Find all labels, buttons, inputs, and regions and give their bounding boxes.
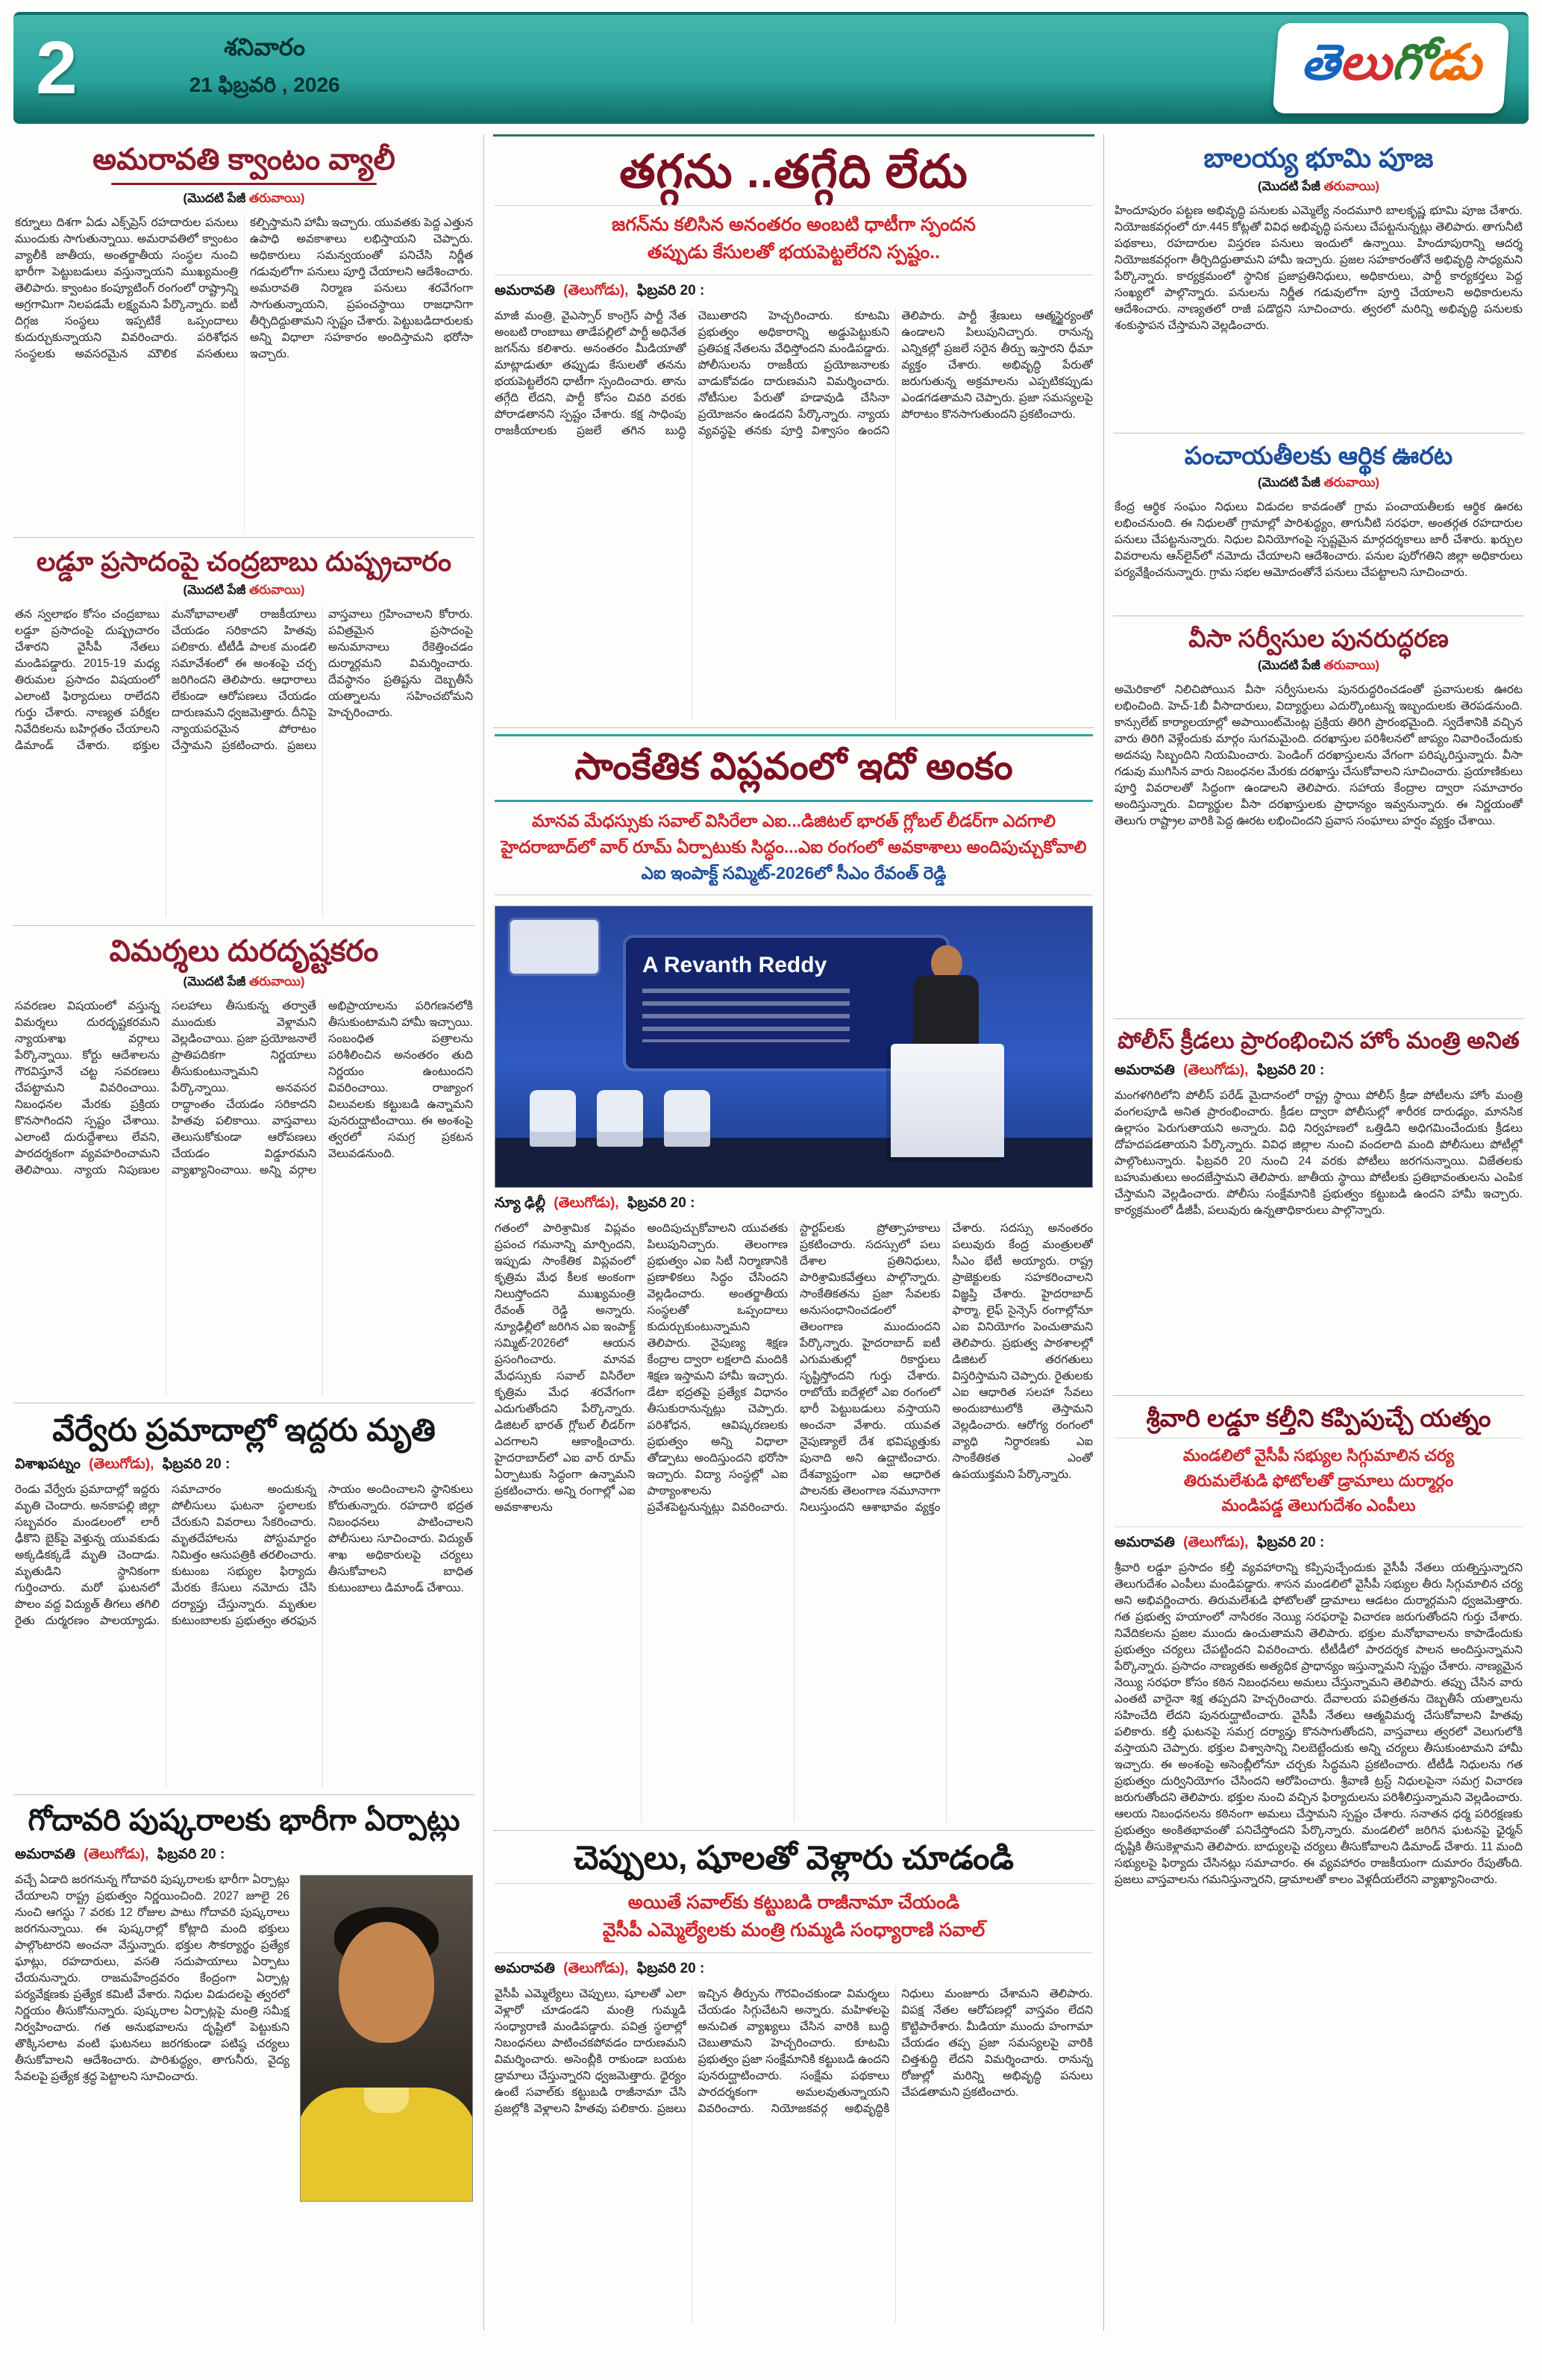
subhead-line: వైసీపీ ఎమ్మెల్యేలకు మంత్రి గుమ్మడి సంధ్యారాణి సవాల్ — [602, 1920, 985, 1941]
dateline-paper: (తెలుగోడు), — [89, 1456, 154, 1473]
dateline — [495, 1961, 1093, 1980]
continuation-note — [15, 583, 473, 601]
article-headline: చెప్పులు, షూలతో వెళ్లారు చూడండి — [573, 1840, 1015, 1876]
continuation-note — [1115, 658, 1523, 676]
article-title: విమర్శలు దురదృష్టకరం — [109, 935, 379, 968]
masthead-letter: తె — [1300, 34, 1342, 90]
continuation-note — [1115, 475, 1523, 493]
screen-small-text-lines — [642, 989, 850, 1042]
subhead-block — [495, 807, 1093, 895]
dateline-paper: (తెలుగోడు), — [84, 1846, 149, 1862]
article-title: పోలీస్ క్రీడలు ప్రారంభించిన హోం మంత్రి అనిత — [1118, 1027, 1520, 1053]
article-godavari-pushkaralu — [13, 1794, 474, 2331]
left-column — [13, 134, 474, 2331]
center-column — [493, 134, 1094, 2331]
continuation-prefix: (మొదటి పేజీ — [183, 190, 246, 205]
subhead-line: తిరుమలేశుడి ఫోటోలతో డ్రామాలు దుర్మార్గం — [1183, 1471, 1454, 1490]
article-slippers-shoes — [493, 1830, 1094, 2331]
article-laddu-propaganda — [13, 537, 474, 925]
article-body: వచ్చే ఏడాది జరగనున్న గోదావరి పుష్కరాలకు భారీగా ఏర్పాట్లు చేయాలని రాష్ట్ర ప్రభుత్వం నిర్ణయించింది. 2027 జూలై 26 నుంచి ఆగస్టు 7 వరకు 12 రోజుల పాటు గోదావరి పుష్కరాలు జరగనున్నాయి. ఈ పుష్కరాల్లో కోట్లాది మంది భక్తులు పాల్గొంటారని అంచనా వేస్తున్నారు. భక్తుల సౌకర్యార్థం ప్రత్యేక ఘాట్లు, రహదారులు, వసతి సదుపాయాలు ఏర్పాటు చేయనున్నారు. రాజమహేంద్రవరం కేంద్రంగా ఏర్పాట్ల పర్యవేక్షణకు ప్రత్యేక కమిటీ వేశారు. నిధుల విడుదలపై త్వరలో నిర్ణయం తీసుకోనున్నారు. పుష్కరాల ఏర్పాట్లపై మంత్రి సమీక్ష నిర్వహించారు. గత అనుభవాలను దృష్టిలో పెట్టుకుని తొక్కిసలాట వంటి ఘటనలు జరగకుండా పటిష్ఠ చర్యలు తీసుకోవాలని ఆదేశించారు. పారిశుద్ధ్యం, తాగునీరు, వైద్య సేవలపై ప్రత్యేక శ్రద్ధ పెట్టాలని సూచించారు. — [15, 1873, 289, 2083]
article-title: అమరావతి క్వాంటం వ్యాలీ — [93, 143, 395, 176]
page-number: 2 — [36, 26, 78, 110]
dateline-place: న్యూ ఢిల్లీ — [495, 1194, 545, 1211]
continuation-prefix: (మొదటి పేజీ — [1257, 475, 1320, 490]
dateline-place: విశాఖపట్నం — [15, 1456, 81, 1473]
day-date-block — [189, 34, 340, 102]
dateline-paper: (తెలుగోడు), — [563, 282, 629, 298]
article-title: వీసా సర్వీసుల పునరుద్ధరణ — [1188, 624, 1449, 652]
article-ai-summit — [493, 727, 1094, 1830]
dateline — [1115, 1535, 1523, 1554]
subhead-line: జగన్‌ను కలిసిన అనంతరం అంబటి ధాటీగా స్పందన — [612, 213, 976, 235]
article-title: లడ్డూ ప్రసాదంపై చంద్రబాబు దుష్ప్రచారం — [36, 546, 452, 577]
article-title: వేర్వేరు ప్రమాదాల్లో ఇద్దరు మృతి — [52, 1412, 436, 1447]
right-column — [1113, 134, 1524, 2331]
continuation-suffix: తరువాయి) — [1323, 658, 1380, 673]
article-body: రెండు వేర్వేరు ప్రమాదాల్లో ఇద్దరు మృతి చెందారు. అనకాపల్లి జిల్లా సబ్బవరం మండలంలో లారీ ఢీకొని బైక్‌పై వెళ్తున్న యువకుడు అక్కడికక్కడే మృతి చెందాడు. మృతుడిని స్థానికంగా గుర్తించారు. మరో ఘటనలో పొలం వద్ద విద్యుత్ తీగలు తగిలి రైతు దుర్మరణం పాలయ్యాడు. సమాచారం అందుకున్న పోలీసులు ఘటనా స్థలాలకు చేరుకుని వివరాలు సేకరించారు. మృతదేహాలను పోస్టుమార్టం నిమిత్తం ఆసుపత్రికి తరలించారు. కుటుంబ సభ్యుల ఫిర్యాదు మేరకు కేసులు నమోదు చేసి దర్యాప్తు చేస్తున్నారు. మృతుల కుటుంబాలకు ప్రభుత్వం తరఫున సాయం అందించాలని స్థానికులు కోరుతున్నారు. రహదారి భద్రత నిబంధనలు పాటించాలని పోలీసులు సూచించారు. విద్యుత్ శాఖ అధికారులపై చర్యలు తీసుకోవాలని బాధిత కుటుంబాలు డిమాండ్ చేశాయి. — [15, 1483, 473, 1628]
article-body: కర్నూలు దిశగా ఏడు ఎక్స్‌ప్రెస్ రహదారుల పనులు ముందుకు సాగుతున్నాయి. అమరావతిలో క్వాంటం వ్యాలీకి జాతీయ, అంతర్జాతీయ సంస్థల నుంచి భారీగా పెట్టుబడులు వస్తున్నాయని ముఖ్యమంత్రి తెలిపారు. క్వాంటం కంప్యూటింగ్ రంగంలో రాష్ట్రాన్ని అగ్రగామిగా నిలపడమే లక్ష్యమని పేర్కొన్నారు. ఐటీ దిగ్గజ సంస్థలు ఇప్పటికే ఒప్పందాలు కుదుర్చుకున్నాయని వివరించారు. పరిశోధన సంస్థలకు అవసరమైన మౌలిక వసతులు కల్పిస్తామని హామీ ఇచ్చారు. యువతకు పెద్ద ఎత్తున ఉపాధి అవకాశాలు లభిస్తాయని చెప్పారు. అధికారులు సమన్వయంతో పనిచేసి నిర్ణీత గడువులోగా పనులు పూర్తి చేయాలని ఆదేశించారు. అమరావతి నిర్మాణ పనులు శరవేగంగా సాగుతున్నాయని, ప్రపంచస్థాయి రాజధానిగా తీర్చిదిద్దుతామని స్పష్టం చేశారు. పెట్టుబడిదారులకు అన్ని విధాలా సహకారం అందిస్తామని భరోసా ఇచ్చారు. — [15, 216, 473, 360]
continuation-suffix: తరువాయి) — [249, 190, 305, 205]
article-title: శ్రీవారి లడ్డూ కల్తీని కప్పిపుచ్చే యత్నం — [1146, 1404, 1491, 1432]
article-wont-back-down — [493, 134, 1094, 727]
lead-headline: తగ్గను ..తగ్గేది లేదు — [619, 146, 968, 198]
article-body: తన స్వలాభం కోసం చంద్రబాబు లడ్డూ ప్రసాదంపై దుష్ప్రచారం చేశారని వైసీపీ నేతలు మండిపడ్డారు. 2015-19 మధ్య తిరుమల ప్రసాదం విషయంలో ఎలాంటి ఫిర్యాదులు రాలేదని గుర్తు చేశారు. నాణ్యత పరీక్షల నివేదికలను బహిర్గతం చేయాలని డిమాండ్ చేశారు. భక్తుల మనోభావాలతో రాజకీయాలు చేయడం సరికాదని హితవు పలికారు. టీటీడీ పాలక మండలి సమావేశంలో ఈ అంశంపై చర్చ జరిగిందని తెలిపారు. ఆధారాలు లేకుండా ఆరోపణలు చేయడం దారుణమని ధ్వజమెత్తారు. దీనిపై న్యాయపరమైన పోరాటం చేస్తామని ప్రకటించారు. ప్రజలు వాస్తవాలు గ్రహించాలని కోరారు. పవిత్రమైన ప్రసాదంపై అనుమానాలు రేకెత్తించడం దుర్మార్గమని విమర్శించారు. దేవస్థానం ప్రతిష్టను దెబ్బతీసే యత్నాలను సహించబోమని హెచ్చరించారు. — [15, 607, 473, 752]
dateline-date: ఫిబ్రవరి 20 : — [627, 1194, 695, 1211]
title-underline — [111, 183, 377, 185]
official-portrait-photo — [300, 1875, 473, 2202]
masthead-logo — [1273, 23, 1509, 113]
article-body: సవరణల విషయంలో వస్తున్న విమర్శలు దురదృష్టకరమని న్యాయశాఖ వర్గాలు పేర్కొన్నాయి. కోర్టు ఆదేశాలను గౌరవిస్తూనే చట్ట సవరణలు చేపట్టామని వివరించాయి. నిబంధనల మేరకు ప్రక్రియ కొనసాగిందని స్పష్టం చేశాయి. ఎలాంటి దురుద్దేశాలు లేవని, పారదర్శకంగా వ్యవహరించామని తెలిపాయి. న్యాయ నిపుణుల సలహాలు తీసుకున్న తర్వాతే ముందుకు వెళ్లామని వెల్లడించాయి. ప్రజా ప్రయోజనాలే ప్రాతిపదికగా నిర్ణయాలు తీసుకుంటున్నామని పేర్కొన్నాయి. అనవసర రాద్ధాంతం చేయడం సరికాదని హితవు పలికాయి. వాస్తవాలు తెలుసుకోకుండా ఆరోపణలు చేయడం విడ్డూరమని వ్యాఖ్యానించాయి. అన్ని వర్గాల అభిప్రాయాలను పరిగణనలోకి తీసుకుంటామని హామీ ఇచ్చాయి. సంబంధిత పత్రాలను పరిశీలించిన అనంతరం తుది నిర్ణయం ఉంటుందని వివరించాయి. రాజ్యాంగ విలువలకు కట్టుబడి ఉన్నామని పునరుద్ఘాటించాయి. ఈ అంశంపై త్వరలో సమగ్ర ప్రకటన వెలువడనుంది. — [15, 999, 473, 1177]
article-criticism-unfortunate — [13, 925, 474, 1403]
article-panchayat-funds — [1113, 433, 1524, 616]
speaker-figure — [913, 945, 980, 1059]
subhead-line-blue: ఎఐ ఇంపాక్ట్ సమ్మిట్-2026లో సీఎం రేవంత్ రెడ్డి — [641, 862, 947, 883]
stage-chair — [530, 1090, 576, 1147]
article-two-dead-accidents — [13, 1403, 474, 1794]
subhead-line: తప్పుడు కేసులతో భయపెట్టలేరని స్పష్టం.. — [647, 242, 941, 263]
continuation-prefix: (మొదటి పేజీ — [183, 582, 246, 597]
stage-chair — [664, 1090, 710, 1147]
continuation-note — [1115, 179, 1523, 197]
masthead-letter: లు — [1338, 34, 1394, 90]
dateline-paper: (తెలుగోడు), — [554, 1194, 619, 1211]
dateline-place: అమరావతి — [15, 1846, 75, 1862]
article-visa-services — [1113, 616, 1524, 1018]
headline-box — [495, 734, 1093, 802]
masthead-letter: డు — [1426, 34, 1484, 90]
vertical-divider — [1103, 134, 1104, 2331]
dateline-place: అమరావతి — [1115, 1062, 1175, 1078]
subhead-line: హైదరాబాద్‌లో వార్ రూమ్ ఏర్పాటుకు సిద్ధం...ఎఐ రంగంలో అవకాశాలు అందిపుచ్చుకోవాలి — [501, 836, 1087, 857]
screen-name-text: A Revanth Reddy — [642, 952, 827, 977]
article-balayya-bhumi-puja — [1113, 134, 1524, 433]
dateline-paper: (తెలుగోడు), — [563, 1960, 629, 1976]
dateline — [1115, 1062, 1523, 1082]
stage-chair — [597, 1090, 643, 1147]
dateline-paper: (తెలుగోడు), — [1183, 1062, 1249, 1078]
article-body-wrap — [15, 1872, 473, 2323]
continuation-note — [15, 974, 473, 992]
article-laddu-adulteration — [1113, 1395, 1524, 2331]
portrait-face-shape — [339, 1922, 434, 2043]
article-body: మంగళగిరిలోని పోలీస్ పరేడ్ మైదానంలో రాష్ట్ర స్థాయి పోలీస్ క్రీడా పోటీలను హోం మంత్రి వంగలపూడి అనిత ప్రారంభించారు. క్రీడల ద్వారా పోలీసుల్లో శారీరక దారుఢ్యం, మానసిక ఉల్లాసం పెరుగుతాయని అన్నారు. విధి నిర్వహణలో ఒత్తిడిని అధిగమించేందుకు క్రీడలు దోహదపడతాయని పేర్కొన్నారు. వివిధ జిల్లాల నుంచి వందలాది మంది పోలీసులు పోటీల్లో పాల్గొంటున్నారు. ఫిబ్రవరి 20 నుంచి 24 వరకు పోటీలు జరగనున్నాయి. విజేతలకు బహుమతులు అందజేస్తామని తెలిపారు. జాతీయ స్థాయి పోటీలకు ప్రతిభావంతులను ఎంపిక చేస్తామని వెల్లడించారు. పోలీసు సంక్షేమానికి ప్రభుత్వం కట్టుబడి ఉందని హామీ ఇచ్చారు. కార్యక్రమంలో డీజీపీ, పలువురు ఉన్నతాధికారులు పాల్గొన్నారు. — [1115, 1089, 1523, 1217]
article-police-sports — [1113, 1018, 1524, 1395]
dateline-date: ఫిబ్రవరి 20 : — [636, 1960, 705, 1976]
article-title: బాలయ్య భూమి పూజ — [1203, 143, 1434, 173]
subhead-line: మండలిలో వైసీపీ సభ్యుల సిగ్గుమాలిన చర్య — [1182, 1446, 1455, 1465]
dateline — [495, 1195, 1093, 1215]
subhead-line: అయితే సవాల్‌కు కట్టుబడి రాజీనామా చేయండి — [627, 1891, 960, 1913]
summit-logo-panel — [510, 920, 598, 974]
continuation-suffix: తరువాయి) — [249, 974, 305, 989]
dateline-date: ఫిబ్రవరి 20 : — [1256, 1062, 1325, 1078]
dateline — [15, 1456, 473, 1476]
article-body: హిందూపురం పట్టణ అభివృద్ధి పనులకు ఎమ్మెల్యే నందమూరి బాలకృష్ణ భూమి పూజ చేశారు. నియోజకవర్గంలో రూ.445 కోట్లతో వివిధ అభివృద్ధి పనులు చేపట్టనున్నట్లు తెలిపారు. తాగునీటి పథకాలు, రహదారుల విస్తరణ పనులు ఇందులో ఉన్నాయి. హిందూపురాన్ని ఆదర్శ నియోజకవర్గంగా తీర్చిదిద్దుతామని హామీ ఇచ్చారు. ప్రజల సహకారంతోనే అభివృద్ధి సాధ్యమని పేర్కొన్నారు. కార్యక్రమంలో స్థానిక ప్రజాప్రతినిధులు, అధికారులు, పార్టీ కార్యకర్తలు పెద్ద సంఖ్యలో పాల్గొన్నారు. పనులను నిర్ణీత గడువులోగా పూర్తి చేయాలని అధికారులను ఆదేశించారు. నాణ్యతలో రాజీ పడొద్దని సూచించారు. త్వరలో మరిన్ని అభివృద్ధి పనులకు శంకుస్థాపన చేస్తామని వెల్లడించారు. — [1115, 204, 1523, 332]
continuation-prefix: (మొదటి పేజీ — [183, 974, 246, 989]
dateline-place: అమరావతి — [495, 1960, 555, 1976]
dateline-date: ఫిబ్రవరి 20 : — [636, 282, 705, 298]
article-body: కేంద్ర ఆర్థిక సంఘం నిధులు విడుదల కావడంతో గ్రామ పంచాయతీలకు ఆర్థిక ఊరట లభించనుంది. ఈ నిధులతో గ్రామాల్లో పారిశుద్ధ్యం, తాగునీటి సరఫరా, అంతర్గత రహదారుల పనులు చేపట్టనున్నారు. నిధుల వినియోగంపై స్పష్టమైన మార్గదర్శకాలు జారీ చేశారు. ఖర్చుల వివరాలను ఆన్‌లైన్‌లో నమోదు చేయాలని ఆదేశించారు. పనుల పురోగతిని జిల్లా అధికారులు పర్యవేక్షించనున్నారు. గ్రామ సభల ఆమోదంతోనే పనులు చేపట్టాలని సూచించారు. — [1115, 501, 1523, 580]
article-body: శ్రీవారి లడ్డూ ప్రసాదం కల్తీ వ్యవహారాన్ని కప్పిపుచ్చేందుకు వైసీపీ నేతలు యత్నిస్తున్నారని తెలుగుదేశం ఎంపీలు మండిపడ్డారు. శాసన మండలిలో వైసీపీ సభ్యుల తీరు సిగ్గుమాలిన చర్య అని అభివర్ణించారు. తిరుమలేశుడి ఫోటోలతో డ్రామాలు ఆడటం దుర్మార్గమని ధ్వజమెత్తారు. గత ప్రభుత్వ హయాంలో నాసిరకం నెయ్యి సరఫరాపై విచారణ జరుగుతోందని గుర్తు చేశారు. నివేదికలను ప్రజల ముందు ఉంచుతామని తెలిపారు. భక్తుల మనోభావాలను కాపాడేందుకు ప్రభుత్వం చర్యలు చేపట్టిందని వివరించారు. టీటీడీలో పారదర్శక పాలన అందిస్తున్నామని పేర్కొన్నారు. ప్రసాదం నాణ్యతకు అత్యధిక ప్రాధాన్యం ఇస్తున్నామని స్పష్టం చేశారు. నాణ్యమైన నెయ్యి సరఫరా కోసం కఠిన నిబంధనలు అమలు చేస్తున్నామని తెలిపారు. తప్పు చేసిన వారు ఎంతటి వారైనా శిక్ష తప్పదని హెచ్చరించారు. దేవాలయ పవిత్రతను దెబ్బతీసే యత్నాలను సహించేది లేదని పునరుద్ఘాటించారు. వైసీపీ నేతలు ఆత్మవిమర్శ చేసుకోవాలని హితవు పలికారు. కల్తీ ఘటనపై సమగ్ర దర్యాప్తు కొనసాగుతోందని, వాస్తవాలు త్వరలో వెలుగులోకి వస్తాయని చెప్పారు. భక్తుల విశ్వాసాన్ని నిలబెట్టేందుకు అన్ని చర్యలు తీసుకుంటామని హామీ ఇచ్చారు. ఈ అంశంపై అసెంబ్లీలోనూ చర్చకు సిద్ధమని ప్రకటించారు. టీటీడీ నిధులను గత ప్రభుత్వం దుర్వినియోగం చేసిందని ఆరోపించారు. శ్రీవాణి ట్రస్ట్ నిధులపైనా సమగ్ర విచారణ జరుగుతోందని తెలిపారు. భక్తుల నుంచి వచ్చిన ఫిర్యాదులను పరిశీలిస్తున్నామని వెల్లడించారు. ఆలయ నిబంధనలను కఠినంగా అమలు చేస్తామని స్పష్టం చేశారు. సనాతన ధర్మ పరిరక్షణకు ప్రభుత్వం అంకితభావంతో పనిచేస్తోందని పేర్కొన్నారు. మండలిలో జరిగిన ఘటనపై ఛైర్మన్ దృష్టికి తీసుకెళ్లామని తెలిపారు. బాధ్యులపై చర్యలు తీసుకోవాలని డిమాండ్ చేశారు. 11 మంది సభ్యులపై ఫిర్యాదు చేసినట్లు సమాచారం. ఈ వ్యవహారం రాజకీయంగా దుమారం రేపుతోంది. ప్రజలు వాస్తవాలను గమనిస్తున్నారని, డ్రామాలతో కాలం వెళ్లదీయలేరని వ్యాఖ్యానించారు. — [1115, 1562, 1523, 1887]
ai-summit-photo — [495, 906, 1093, 1188]
article-title: గోదావరి పుష్కరాలకు భారీగా ఏర్పాట్లు — [28, 1804, 460, 1837]
lead-subheads — [495, 205, 1093, 275]
article-body: వైసీపీ ఎమ్మెల్యేలు చెప్పులు, షూలతో ఎలా వెళ్లారో చూడండని మంత్రి గుమ్మడి సంధ్యారాణి మండిపడ్డారు. పవిత్ర స్థలాల్లో నిబంధనలు పాటించకపోవడం దారుణమని విమర్శించారు. అసెంబ్లీకి రాకుండా బయట డ్రామాలు చేస్తున్నారని ధ్వజమెత్తారు. ధైర్యం ఉంటే సవాల్‌కు కట్టుబడి రాజీనామా చేసి ప్రజల్లోకి వెళ్లాలని హితవు పలికారు. ప్రజలు ఇచ్చిన తీర్పును గౌరవించకుండా విమర్శలు చేయడం సిగ్గుచేటని అన్నారు. మహిళలపై అనుచిత వ్యాఖ్యలు చేసిన వారికి బుద్ధి చెబుతామని హెచ్చరించారు. కూటమి ప్రభుత్వం ప్రజా సంక్షేమానికి కట్టుబడి ఉందని పునరుద్ఘాటించారు. సంక్షేమ పథకాలు పారదర్శకంగా అమలవుతున్నాయని వివరించారు. నియోజకవర్గ అభివృద్ధికి నిధులు మంజూరు చేశామని తెలిపారు. విపక్ష నేతల ఆరోపణల్లో వాస్తవం లేదని కొట్టిపారేశారు. మీడియా ముందు హంగామా చేయడం తప్ప ప్రజా సమస్యలపై వారికి చిత్తశుద్ధి లేదని విమర్శించారు. రానున్న రోజుల్లో మరిన్ని అభివృద్ధి పనులు చేపడతామని ప్రకటించారు. — [495, 1987, 1093, 2115]
subhead-block — [495, 1883, 1093, 1953]
article-quantum-valley — [13, 134, 474, 537]
dateline-date: ఫిబ్రవరి 20 : — [1256, 1535, 1325, 1551]
subhead-block — [1115, 1438, 1523, 1527]
continuation-suffix: తరువాయి) — [1323, 475, 1380, 490]
article-body: అమెరికాలో నిలిచిపోయిన వీసా సర్వీసులను పునరుద్ధరించడంతో ప్రవాసులకు ఊరట లభించింది. హెచ్-1బీ వీసాదారులు, విద్యార్థులు ఎదుర్కొంటున్న ఇబ్బందులకు తెరపడనుంది. కాన్సులేట్ కార్యాలయాల్లో అపాయింట్‌మెంట్ల ప్రక్రియ తిరిగి ప్రారంభమైంది. స్వదేశానికి వచ్చిన వారు తిరిగి వెళ్లేందుకు మార్గం సుగమమైంది. దరఖాస్తుల పరిశీలనలో జాప్యం నివారించేందుకు అదనపు సిబ్బందిని నియమించారు. పెండింగ్ దరఖాస్తులను వేగంగా పరిష్కరిస్తున్నారు. వీసా గడువు ముగిసిన వారు నిబంధనల మేరకు దరఖాస్తు చేసుకోవాలని సూచించారు. ప్రయాణికులు పూర్తి వివరాలతో సిద్ధంగా ఉండాలని తెలిపారు. సహాయ కేంద్రాల ద్వారా సమాచారం అందిస్తున్నారు. విద్యార్థుల వీసా దరఖాస్తులకు ప్రాధాన్యం ఇవ్వనున్నారు. ఈ నిర్ణయంతో తెలుగు రాష్ట్రాల వారికి పెద్ద ఊరట లభించిందని ప్రవాస సంఘాలు హర్షం వ్యక్తం చేశాయి. — [1115, 683, 1523, 828]
masthead-letter: గో — [1390, 34, 1430, 90]
date-text: 21 ఫిబ్రవరి , 2026 — [189, 73, 340, 96]
subhead-line: మానవ మేధస్సుకు సవాల్ విసిరేలా ఎఐ...డిజిటల్ భారత్ గ్లోబల్ లీడర్‌గా ఎదగాలి — [532, 811, 1056, 830]
continuation-suffix: తరువాయి) — [249, 582, 305, 597]
dateline-date: ఫిబ్రవరి 20 : — [157, 1846, 225, 1862]
continuation-note — [15, 191, 473, 209]
dateline — [15, 1847, 473, 1866]
vertical-divider — [483, 134, 484, 2331]
article-body: మాజీ మంత్రి, వైఎస్సార్ కాంగ్రెస్ పార్టీ నేత అంబటి రాంబాబు తాడేపల్లిలో పార్టీ అధినేత జగన్‌ను కలిశారు. అనంతరం మీడియాతో మాట్లాడుతూ తప్పుడు కేసులతో తనను భయపెట్టలేరని ధాటీగా స్పందించారు. తాను తగ్గేది లేదని, పార్టీ కోసం చివరి వరకు పోరాడతానని స్పష్టం చేశారు. కక్ష సాధింపు రాజకీయాలకు ప్రజలే తగిన బుద్ధి చెబుతారని హెచ్చరించారు. కూటమి ప్రభుత్వం అధికారాన్ని అడ్డుపెట్టుకుని ప్రతిపక్ష నేతలను వేధిస్తోందని మండిపడ్డారు. పోలీసులను రాజకీయ ప్రయోజనాలకు వాడుకోవడం దారుణమని విమర్శించారు. నోటీసుల పేరుతో హడావుడి చేసినా ప్రయోజనం ఉండదని పేర్కొన్నారు. న్యాయ వ్యవస్థపై తనకు పూర్తి విశ్వాసం ఉందని తెలిపారు. పార్టీ శ్రేణులు ఆత్మస్థైర్యంతో ఉండాలని పిలుపునిచ్చారు. రానున్న ఎన్నికల్లో ప్రజలే సరైన తీర్పు ఇస్తారని ధీమా వ్యక్తం చేశారు. అభివృద్ధి పేరుతో జరుగుతున్న అక్రమాలను ఎప్పటికప్పుడు ఎండగడతామని చెప్పారు. ప్రజా సమస్యలపై పోరాటం కొనసాగుతుందని ప్రకటించారు. — [495, 309, 1093, 437]
continuation-prefix: (మొదటి పేజీ — [1257, 178, 1320, 193]
dateline-date: ఫిబ్రవరి 20 : — [162, 1456, 231, 1473]
article-body: గతంలో పారిశ్రామిక విప్లవం ప్రపంచ గమనాన్ని మార్చిందని, ఇప్పుడు సాంకేతిక విప్లవంలో కృత్రిమ మేధ కీలక అంకంగా నిలుస్తోందని ముఖ్యమంత్రి రేవంత్ రెడ్డి అన్నారు. న్యూఢిల్లీలో జరిగిన ఎఐ ఇంపాక్ట్ సమ్మిట్-2026లో ఆయన ప్రసంగించారు. మానవ మేధస్సుకు సవాల్ విసిరేలా కృత్రిమ మేధ శరవేగంగా ఎదుగుతోందని పేర్కొన్నారు. డిజిటల్ భారత్ గ్లోబల్ లీడర్‌గా ఎదగాలని ఆకాంక్షించారు. హైదరాబాద్‌లో ఎఐ వార్ రూమ్ ఏర్పాటుకు సిద్ధంగా ఉన్నామని ప్రకటించారు. అన్ని రంగాల్లో ఎఐ అవకాశాలను అందిపుచ్చుకోవాలని యువతకు పిలుపునిచ్చారు. తెలంగాణ ప్రభుత్వం ఎఐ సిటీ నిర్మాణానికి ప్రణాళికలు సిద్ధం చేసిందని వెల్లడించారు. అంతర్జాతీయ సంస్థలతో ఒప్పందాలు కుదుర్చుకుంటున్నామని తెలిపారు. నైపుణ్య శిక్షణ కేంద్రాల ద్వారా లక్షలాది మందికి శిక్షణ ఇస్తామని హామీ ఇచ్చారు. డేటా భద్రతపై ప్రత్యేక విధానం తీసుకురానున్నట్లు చెప్పారు. పరిశోధన, ఆవిష్కరణలకు ప్రభుత్వం అన్ని విధాలా తోడ్పాటు అందిస్తుందని భరోసా ఇచ్చారు. విద్యా సంస్థల్లో ఎఐ పాఠ్యాంశాలను ప్రవేశపెట్టనున్నట్లు వివరించారు. స్టార్టప్‌లకు ప్రోత్సాహకాలు ప్రకటించారు. సదస్సులో పలు దేశాల ప్రతినిధులు, పారిశ్రామికవేత్తలు పాల్గొన్నారు. సాంకేతికతను ప్రజా సేవలకు అనుసంధానించడంలో తెలంగాణ ముందుందని పేర్కొన్నారు. హైదరాబాద్ ఐటీ ఎగుమతుల్లో రికార్డులు సృష్టిస్తోందని గుర్తు చేశారు. రాబోయే ఐదేళ్లలో ఎఐ రంగంలో భారీ పెట్టుబడులు వస్తాయని అంచనా వేశారు. యువత నైపుణ్యాలే దేశ భవిష్యత్తుకు పునాది అని ఉద్ఘాటించారు. దేశవ్యాప్తంగా ఎఐ ఆధారిత పాలనకు తెలంగాణ నమూనాగా నిలుస్తుందని ఆశాభావం వ్యక్తం చేశారు. సదస్సు అనంతరం పలువురు కేంద్ర మంత్రులతో సీఎం భేటీ అయ్యారు. రాష్ట్ర ప్రాజెక్టులకు సహకరించాలని విజ్ఞప్తి చేశారు. హైదరాబాద్ ఫార్మా, లైఫ్ సైన్సెస్ రంగాల్లోనూ ఎఐ వినియోగం పెంచుతామని తెలిపారు. ప్రభుత్వ పాఠశాలల్లో డిజిటల్ తరగతులు విస్తరిస్తామని చెప్పారు. రైతులకు ఎఐ ఆధారిత సలహా సేవలు అందుబాటులోకి తెస్తామని వెల్లడించారు. ఆరోగ్య రంగంలో వ్యాధి నిర్ధారణకు ఎఐ సాంకేతికత ఎంతో ఉపయుక్తమని పేర్కొన్నారు. — [495, 1221, 1093, 1514]
day-name: శనివారం — [224, 34, 306, 60]
article-headline: సాంకేతిక విప్లవంలో ఇదో అంకం — [574, 745, 1013, 787]
dateline — [495, 283, 1093, 302]
dateline-paper: (తెలుగోడు), — [1183, 1535, 1249, 1551]
header-bar — [13, 12, 1529, 124]
subhead-line: మండిపడ్డ తెలుగుదేశం ఎంపీలు — [1221, 1496, 1416, 1515]
continuation-prefix: (మొదటి పేజీ — [1257, 658, 1320, 673]
dateline-place: అమరావతి — [1115, 1535, 1175, 1551]
podium — [891, 1044, 1004, 1157]
article-title: పంచాయతీలకు ఆర్థిక ఊరట — [1184, 442, 1453, 469]
portrait-collar-shape — [364, 2088, 409, 2113]
dateline-place: అమరావతి — [495, 282, 555, 298]
page-content — [13, 134, 1529, 2331]
continuation-suffix: తరువాయి) — [1323, 178, 1380, 193]
